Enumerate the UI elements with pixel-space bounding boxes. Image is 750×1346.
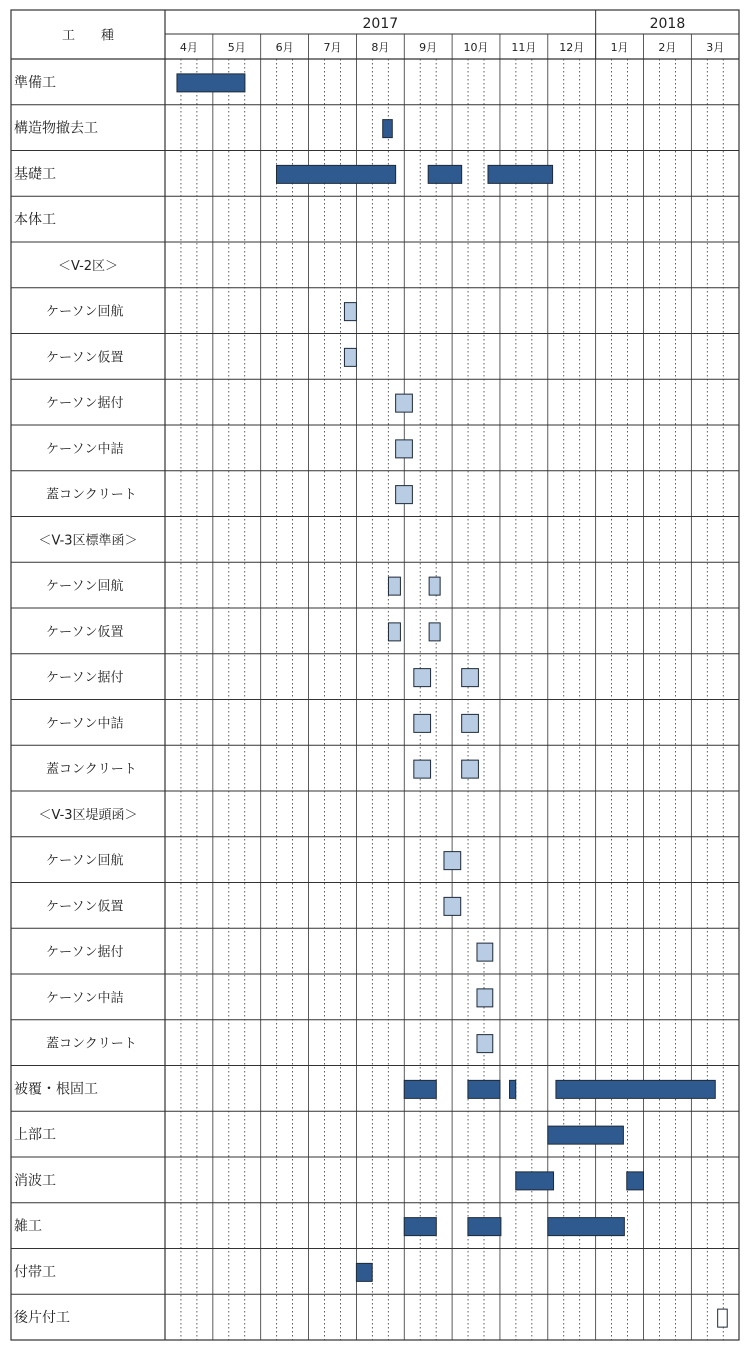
task-bar xyxy=(468,1218,501,1236)
task-bar xyxy=(488,165,553,183)
task-label: ケーソン仮置 xyxy=(46,899,124,915)
task-bar xyxy=(396,486,413,504)
task-bar xyxy=(429,623,440,641)
task-label: ケーソン据付 xyxy=(46,670,124,686)
month-label: 4月 xyxy=(179,41,198,54)
task-label: ケーソン中詰 xyxy=(46,716,124,732)
task-label: 消波工 xyxy=(14,1172,56,1189)
month-label: 8月 xyxy=(371,41,390,54)
task-bar xyxy=(548,1218,625,1236)
month-label: 1月 xyxy=(610,41,629,54)
task-bar xyxy=(344,348,356,366)
task-label: ケーソン中詰 xyxy=(46,441,124,457)
task-label: ケーソン中詰 xyxy=(46,990,124,1006)
task-label: ケーソン据付 xyxy=(46,945,124,961)
task-bar xyxy=(718,1309,728,1327)
task-label: 被覆・根固工 xyxy=(14,1081,98,1098)
task-bar xyxy=(177,74,245,92)
month-label: 12月 xyxy=(559,41,585,54)
task-bar xyxy=(356,1263,372,1281)
task-bar xyxy=(414,760,431,778)
month-label: 5月 xyxy=(227,41,246,54)
task-label: 雑工 xyxy=(14,1218,42,1235)
task-label: 上部工 xyxy=(14,1127,56,1144)
month-label: 7月 xyxy=(323,41,342,54)
task-bar xyxy=(462,714,479,732)
task-bar xyxy=(556,1080,715,1098)
task-bar xyxy=(429,577,440,595)
task-bar xyxy=(396,440,413,458)
task-bar xyxy=(414,714,431,732)
year-label: 2017 xyxy=(362,16,399,32)
task-bar xyxy=(477,989,493,1007)
task-bar xyxy=(396,394,413,412)
task-bar xyxy=(383,120,393,138)
task-label: 準備工 xyxy=(14,74,56,91)
task-bar xyxy=(516,1172,554,1190)
task-bar xyxy=(462,760,479,778)
task-bar xyxy=(388,577,400,595)
task-bar xyxy=(510,1080,516,1098)
task-label: 本体工 xyxy=(14,212,56,229)
task-label: ケーソン回航 xyxy=(46,304,124,320)
month-label: 6月 xyxy=(275,41,294,54)
task-bar xyxy=(276,165,395,183)
month-label: 10月 xyxy=(463,41,489,54)
task-label: ケーソン仮置 xyxy=(46,624,124,640)
task-label: ケーソン回航 xyxy=(46,579,124,595)
task-bar xyxy=(462,669,479,687)
task-bar xyxy=(428,165,461,183)
month-label: 3月 xyxy=(706,41,725,54)
task-bar xyxy=(477,943,493,961)
task-label: 構造物撤去工 xyxy=(14,120,98,137)
task-bar xyxy=(388,623,400,641)
task-bar xyxy=(477,1035,493,1053)
task-bar xyxy=(344,303,356,321)
task-column-header: 工 種 xyxy=(61,28,115,44)
task-label: 蓋コンクリート xyxy=(46,487,137,503)
task-label: ＜V-2区＞ xyxy=(57,258,119,274)
task-bar xyxy=(444,897,461,915)
month-label: 11月 xyxy=(511,41,537,54)
task-bar xyxy=(404,1218,436,1236)
task-bar xyxy=(444,852,461,870)
task-bar xyxy=(548,1126,624,1144)
task-bar xyxy=(468,1080,500,1098)
month-label: 2月 xyxy=(658,41,677,54)
task-label: 付帯工 xyxy=(14,1264,56,1281)
task-label: 蓋コンクリート xyxy=(46,1036,137,1052)
task-bar xyxy=(414,669,431,687)
task-label: 後片付工 xyxy=(14,1310,70,1327)
task-label: ＜V-3区堤頭函＞ xyxy=(38,807,138,823)
task-label: ケーソン仮置 xyxy=(46,350,124,366)
task-bar xyxy=(404,1080,436,1098)
month-label: 9月 xyxy=(419,41,438,54)
task-label: 蓋コンクリート xyxy=(46,762,137,778)
task-label: ケーソン据付 xyxy=(46,396,124,412)
task-label: ケーソン回航 xyxy=(46,853,124,869)
year-label: 2018 xyxy=(649,16,686,32)
task-bar xyxy=(627,1172,644,1190)
task-label: 基礎工 xyxy=(14,166,56,183)
task-label: ＜V-3区標準函＞ xyxy=(38,533,138,549)
